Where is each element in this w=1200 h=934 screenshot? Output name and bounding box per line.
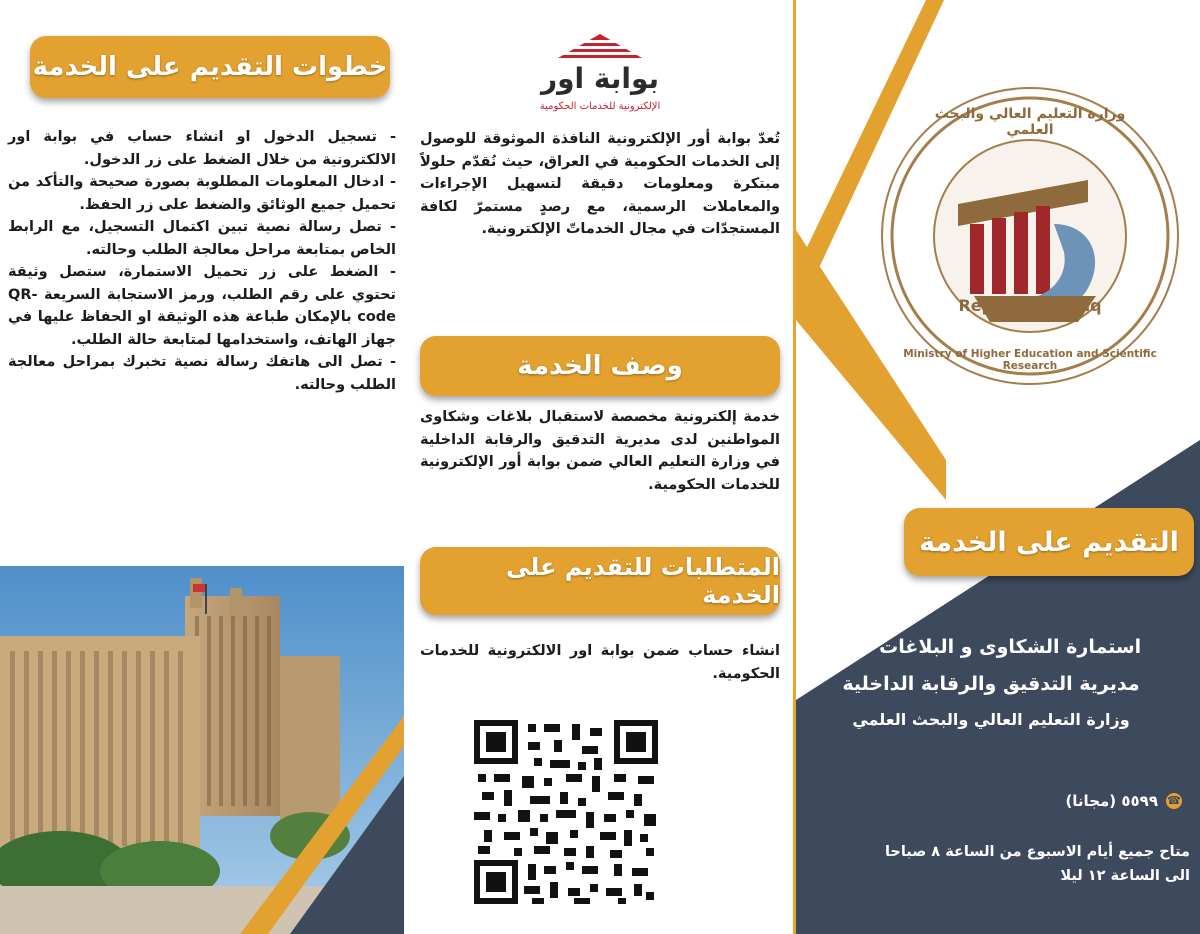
hours-line-1: متاح جميع أيام الاسبوع من الساعة ٨ صباحا [884, 844, 1190, 860]
ministry-building-photo [0, 566, 404, 934]
phone-row [886, 792, 1182, 810]
cover-panel [796, 0, 1200, 934]
step-5: - تصل الى هاتفك رسالة نصية تخبرك بمراحل معالجة الطلب وحالته. [8, 354, 396, 393]
intro-text: تُعدّ بوابة أور الإلكترونية النافذة الموثوقة للوصول إلى الخدمات الحكومية في العراق، حيث نُقدّم حلولاً مبتكرة ومعلومات دقيقة لتسهيل الإجراءات والمعاملات الرسمية، مع رصدٍ مستمرّ لكافة المستجدّات في مجال الخدماتّ الإلكترونية. [420, 131, 780, 237]
form-title-line-1: استمارة الشكاوى و البلاغات في [840, 636, 1142, 658]
qr-code-icon [474, 720, 658, 904]
seal-english-text: Ministry of Higher Education and Scientific Research [903, 348, 1157, 372]
logo-title: بوابة اور [540, 62, 660, 95]
form-title-line-3: وزارة التعليم العالي والبحث العلمي [852, 710, 1130, 729]
steps-heading: خطوات التقديم على الخدمة [30, 36, 390, 98]
apply-heading: التقديم على الخدمة [904, 508, 1194, 576]
requirements-text: انشاء حساب ضمن بوابة اور الالكترونية للخدمات الحكومية. [420, 643, 780, 682]
requirements-heading: المتطلبات للتقديم على الخدمة [420, 547, 780, 615]
hours-line-2: الى الساعة ١٢ ليلا [1060, 868, 1190, 884]
seal-republic-text: Republic of Iraq [958, 296, 1102, 315]
form-title [796, 628, 1186, 738]
steps-list [8, 126, 396, 396]
step-4: - الضغط على زر تحميل الاستمارة، ستصل وثيقة تحتوي على رقم الطلب، ورمز الاستجابة السريعة QR-code بالإمكان طباعة هذه الوثيقة او الحفاظ عليها في جهاز الهاتف، واستخدامها لمتابعة حالة الطلب. [8, 264, 396, 348]
ministry-seal [878, 84, 1182, 388]
steps-panel [0, 0, 404, 934]
phone-icon: ☎ [1167, 794, 1181, 807]
hours-text [806, 840, 1190, 888]
step-3: - تصل رسالة نصية تبين اكتمال التسجيل، مع الرابط الخاص بمتابعة مراحل معالجة الطلب وحالته. [8, 219, 396, 258]
step-1: - تسجيل الدخول او انشاء حساب في بوابة اور الالكترونية من خلال الضغط على زر الدخول. [8, 129, 396, 168]
description-text: خدمة إلكترونية مخصصة لاستقبال بلاغات وشكاوى المواطنين لدى مديرية التدقيق والرقابة الداخلية في وزارة التعليم العالي ضمن بوابة أور الإلكترونية للخدمات الحكومية. [420, 409, 780, 493]
form-title-line-2: مديرية التدقيق والرقابة الداخلية [842, 673, 1140, 695]
logo-subtitle: الإلكترونية للخدمات الحكومية [539, 101, 661, 112]
description-heading: وصف الخدمة [420, 336, 780, 396]
step-2: - ادخال المعلومات المطلوبة بصورة صحيحة والتأكد من تحميل جميع الوثائق والضغط على زر الحفظ. [8, 174, 396, 213]
seal-arabic-text: وزارة التعليم العالي والبحث العلمي [934, 106, 1126, 138]
info-panel [404, 0, 796, 934]
ur-portal-logo-icon [550, 28, 650, 60]
qr-code [474, 720, 658, 904]
phone-number: ٥٥٩٩ (مجانا) [1065, 792, 1158, 810]
